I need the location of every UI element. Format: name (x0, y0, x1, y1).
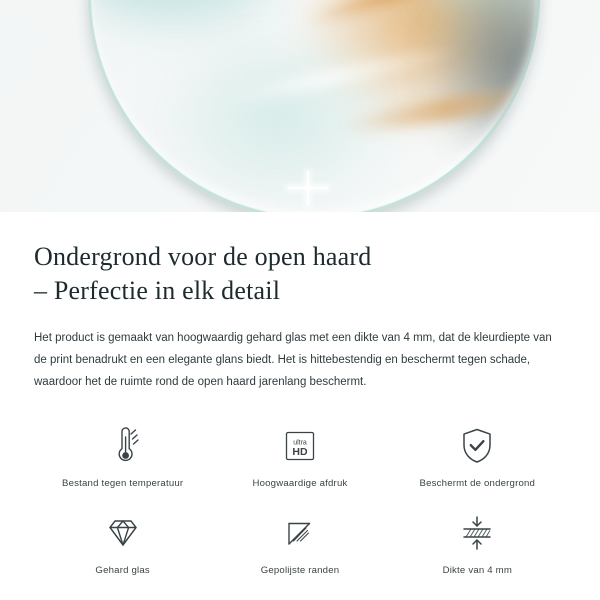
feature-grid (34, 418, 566, 586)
svg-text:ultra: ultra (293, 439, 307, 447)
feature-item-surface-protection (389, 418, 566, 499)
feature-label: Dikte van 4 mm (442, 564, 513, 576)
page-title (34, 240, 566, 309)
feature-item-tempered-glass (34, 505, 211, 586)
feature-item-print-quality (211, 418, 388, 499)
feature-item-thickness (389, 505, 566, 586)
ultra-hd-icon (280, 424, 320, 468)
shield-check-icon (457, 424, 497, 468)
feature-label: Beschermt de ondergrond (419, 477, 536, 489)
feature-label: Gepolijste randen (260, 564, 340, 576)
hero-image (0, 0, 600, 212)
polished-edges-icon (280, 511, 320, 555)
feature-item-polished-edges (211, 505, 388, 586)
feature-item-temperature (34, 418, 211, 499)
content-area (0, 240, 600, 586)
product-description-text: Het product is gemaakt van hoogwaardig gehard glas met een dikte van 4 mm, dat de kleurdiepte van de print benadrukt en een elegante glans biedt. Het is hittebestendig en beschermt tegen schade, waardoor het de ruimte rond de open haard jarenlang beschermt. (34, 331, 552, 389)
thickness-icon (455, 511, 499, 555)
feature-label: Bestand tegen temperatuur (62, 477, 184, 489)
diamond-icon (102, 511, 144, 555)
feature-label: Gehard glas (95, 564, 150, 576)
feature-label: Hoogwaardige afdruk (252, 477, 348, 489)
page-title-line-2: – Perfectie in elk detail (34, 276, 281, 306)
page-title-line-1: Ondergrond voor de open haard (34, 242, 372, 271)
svg-text:HD: HD (292, 445, 308, 458)
thermometer-icon (105, 424, 141, 468)
